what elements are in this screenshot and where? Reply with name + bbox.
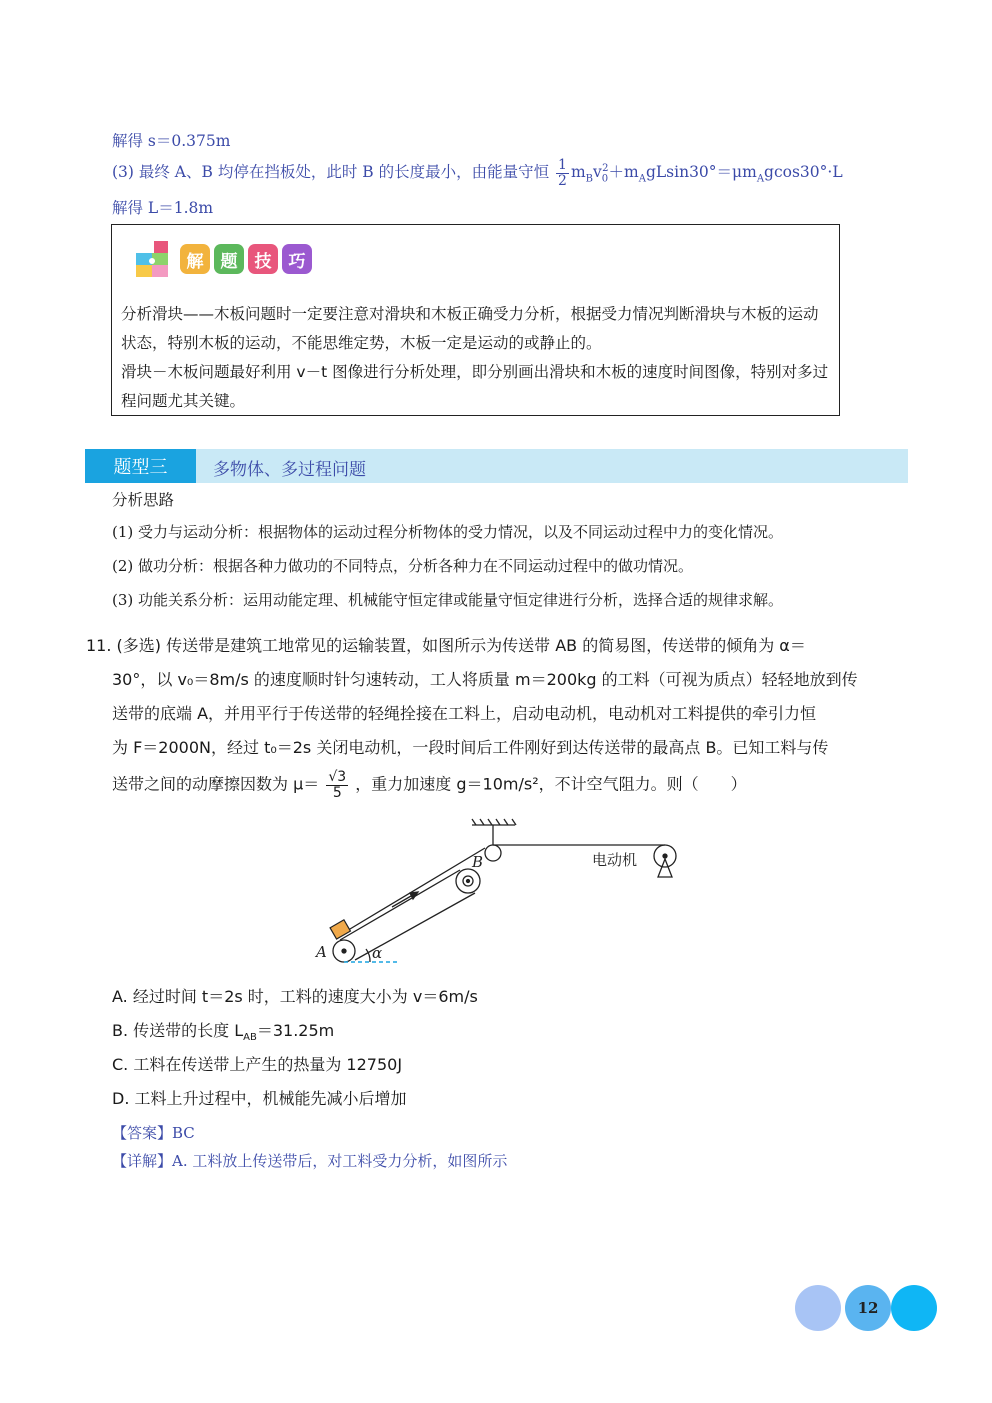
mu-denominator: 5	[332, 784, 342, 801]
analysis-title: 分析思路	[112, 491, 175, 509]
option-b-sub: AB	[243, 1032, 257, 1044]
question-line-2: 30°，以 v₀＝8m/s 的速度顺时针匀速转动，工人将质量 m＝200kg 的工料（可视为质点）轻轻地放到传	[112, 670, 858, 689]
section-title: 多物体、多过程问题	[213, 460, 366, 480]
label-alpha: α	[372, 944, 383, 962]
page-circle-left	[795, 1285, 841, 1331]
option-b-rest: ＝31.25m	[256, 1021, 335, 1040]
fraction-numerator: 1	[558, 157, 567, 173]
puzzle-icon	[134, 239, 176, 279]
eq-v: v	[593, 163, 602, 182]
label-b: B	[472, 853, 484, 871]
tip-text	[121, 300, 833, 416]
fraction-mu	[326, 770, 348, 800]
fraction-half	[556, 158, 569, 188]
mu-numerator: √3	[328, 769, 347, 785]
question-line-5-rest: ，重力加速度 g＝10m/s²，不计空气阻力。则（ ）	[355, 774, 747, 794]
tip-paragraph-2: 滑块－木板问题最好利用 v－t 图像进行分析处理，即分别画出滑块和木板的速度时间图像，特别对多过程问题尤其关键。	[121, 363, 829, 410]
analysis-point-1: (1) 受力与运动分析：根据物体的运动过程分析物体的受力情况，以及不同运动过程中力的变化情况。	[112, 523, 784, 541]
answer: 【答案】BC	[112, 1124, 195, 1142]
question-line-5-text: 送带之间的动摩擦因数为 μ＝	[112, 774, 320, 794]
question-line-5	[112, 770, 747, 800]
solution-line-1: 解得 s＝0.375m	[112, 132, 231, 150]
solution-line-3: 解得 L＝1.8m	[112, 199, 214, 217]
eq-rest-2: gLsin30°＝μm	[645, 163, 757, 182]
tip-paragraph-1: 分析滑块——木板问题时一定要注意对滑块和木板正确受力分析，根据受力情况判断滑块与木板的运动状态，特别木板的运动，不能思维定势，木板一定是运动的或静止的。	[121, 305, 819, 352]
eq-sub-b: B	[585, 173, 593, 185]
fraction-denominator: 2	[558, 172, 567, 189]
option-d: D. 工料上升过程中，机械能先减小后增加	[112, 1089, 407, 1108]
eq-rest-3: gcos30°·L	[764, 163, 843, 182]
eq-sub-a: A	[638, 173, 646, 185]
question-line-3: 送带的底端 A，并用平行于传送带的轻绳拴接在工料上，启动电动机，电动机对工料提供的牵引力恒	[112, 704, 817, 723]
label-motor: 电动机	[592, 851, 638, 869]
eq-m: m	[570, 163, 586, 182]
conveyor-figure	[310, 815, 690, 970]
eq-sup-2: 2	[602, 163, 609, 175]
option-c: C. 工料在传送带上产生的热量为 12750J	[112, 1055, 403, 1074]
analysis-point-2: (2) 做功分析：根据各种力做功的不同特点，分析各种力在不同运动过程中的做功情况。	[112, 557, 694, 575]
question-line-1: 11. (多选) 传送带是建筑工地常见的运输装置，如图所示为传送带 AB 的简易图，传送带的倾角为 α＝	[86, 636, 806, 655]
tip-char-3: 技	[248, 244, 278, 274]
question-line-4: 为 F＝2000N，经过 t₀＝2s 关闭电动机，一段时间后工件刚好到达传送带的最高点 B。已知工料与传	[112, 738, 829, 757]
tip-header	[134, 239, 312, 279]
solution-line-2-text: (3) 最终 A、B 均停在挡板处，此时 B 的长度最小，由能量守恒	[112, 163, 550, 182]
detail: 【详解】A. 工料放上传送带后，对工料受力分析，如图所示	[112, 1152, 508, 1170]
option-b	[112, 1018, 334, 1043]
tip-char-4: 巧	[282, 244, 312, 274]
eq-sub-a2: A	[756, 173, 765, 185]
tip-char-2: 题	[214, 244, 244, 274]
eq-rest-1: ＋m	[608, 163, 639, 182]
page-circle-right	[891, 1285, 937, 1331]
page-badge	[795, 1283, 940, 1333]
label-a: A	[316, 943, 327, 961]
section-bar	[85, 449, 908, 483]
tip-char-1: 解	[180, 244, 210, 274]
page-number: 12	[857, 1299, 879, 1317]
option-a: A. 经过时间 t＝2s 时，工料的速度大小为 v＝6m/s	[112, 987, 478, 1006]
tip-box	[111, 224, 840, 416]
option-b-text: B. 传送带的长度 L	[112, 1021, 244, 1040]
eq-sub-0: 0	[601, 173, 609, 185]
analysis-point-3: (3) 功能关系分析：运用动能定理、机械能守恒定律或能量守恒定律进行分析，选择合适的规律求解。	[112, 591, 784, 609]
section-number: 题型三	[85, 449, 196, 483]
solution-line-2	[112, 158, 843, 188]
